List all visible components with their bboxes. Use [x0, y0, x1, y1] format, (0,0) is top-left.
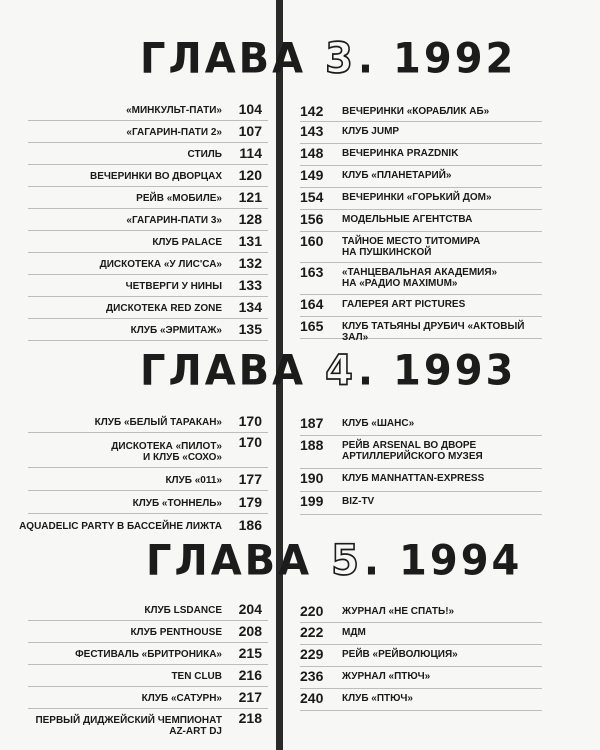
- toc-entry[interactable]: [28, 433, 268, 468]
- chapter-number: 5: [331, 536, 362, 586]
- toc-entry[interactable]: [28, 687, 268, 709]
- entry-title: ЧЕТВЕРГИ У НИНЫ: [125, 281, 222, 292]
- toc-entry[interactable]: [28, 187, 268, 209]
- chapter-year: . 1994: [363, 536, 523, 586]
- entry-title: ЖУРНАЛ «ПТЮЧ»: [342, 671, 431, 682]
- chapter-5: [0, 538, 600, 750]
- entry-page: 133: [238, 277, 262, 293]
- toc-entry[interactable]: [28, 143, 268, 165]
- entry-page: 148: [300, 145, 324, 161]
- entry-page: 218: [238, 710, 262, 726]
- entry-title: КЛУБ «ПТЮЧ»: [342, 693, 413, 704]
- toc-entry[interactable]: [300, 492, 542, 515]
- entry-title: КЛУБ «ТОННЕЛЬ»: [132, 498, 222, 509]
- entry-page: 154: [300, 189, 324, 205]
- chapter-word: ГЛАВА: [146, 536, 313, 586]
- entry-title: РЕЙВ «МОБИЛЕ»: [136, 193, 222, 204]
- entry-title: КЛУБ LSDANCE: [144, 605, 222, 616]
- entry-title: КЛУБ PENTHOUSE: [130, 627, 222, 638]
- entry-page: 165: [300, 318, 324, 334]
- toc-entry[interactable]: [28, 253, 268, 275]
- toc-entry[interactable]: [28, 319, 268, 341]
- toc-entry[interactable]: [300, 689, 542, 711]
- entry-title: «ГАГАРИН-ПАТИ 2»: [126, 127, 222, 138]
- entry-title: ВЕЧЕРИНКИ «ГОРЬКИЙ ДОМ»: [342, 192, 492, 203]
- entry-title: МОДЕЛЬНЫЕ АГЕНТСТВА: [342, 214, 473, 225]
- right-column: [300, 414, 600, 515]
- chapter-number: 3: [325, 34, 356, 84]
- entry-title: «МИНКУЛЬТ-ПАТИ»: [126, 105, 222, 116]
- entry-page: 132: [238, 255, 262, 271]
- toc-entry[interactable]: [300, 122, 542, 144]
- entry-title: ВЕЧЕРИНКИ «КОРАБЛИК АБ»: [342, 106, 490, 117]
- entry-page: 135: [238, 321, 262, 337]
- toc-entry[interactable]: [300, 623, 542, 645]
- entry-page: 156: [300, 211, 324, 227]
- toc-entry[interactable]: [28, 665, 268, 687]
- chapter-word: ГЛАВА: [140, 346, 307, 396]
- entry-title: ФЕСТИВАЛЬ «БРИТРОНИКА»: [75, 649, 222, 660]
- chapter-number: 4: [325, 346, 356, 396]
- toc-entry[interactable]: [300, 414, 542, 436]
- toc-entry[interactable]: [28, 412, 268, 433]
- toc-entry[interactable]: [28, 275, 268, 297]
- entry-page: 187: [300, 415, 324, 431]
- entry-page: 142: [300, 103, 324, 119]
- toc-entry[interactable]: [28, 165, 268, 187]
- toc-entry[interactable]: [300, 188, 542, 210]
- entry-page: 177: [238, 471, 262, 487]
- entry-title: КЛУБ «ПЛАНЕТАРИЙ»: [342, 170, 452, 181]
- entry-page: 128: [238, 211, 262, 227]
- entry-title: КЛУБ «САТУРН»: [141, 693, 222, 704]
- toc-entry[interactable]: [28, 209, 268, 231]
- chapter-3: [0, 34, 600, 343]
- entry-title: ПЕРВЫЙ ДИДЖЕЙСКИЙ ЧЕМПИОНАТ AZ-ART DJ: [35, 715, 222, 737]
- entry-page: 204: [238, 601, 262, 617]
- entry-title: СТИЛЬ: [187, 149, 222, 160]
- toc-entry[interactable]: [28, 297, 268, 319]
- entry-page: 120: [238, 167, 262, 183]
- toc-entry[interactable]: [28, 600, 268, 621]
- entry-title: КЛУБ PALACE: [152, 237, 222, 248]
- entry-title: ДИСКОТЕКА «У ЛИС'СА»: [99, 259, 222, 270]
- entry-page: 160: [300, 233, 324, 249]
- chapter-title: [140, 347, 516, 395]
- entry-title: ДИСКОТЕКА RED ZONE: [106, 303, 222, 314]
- entry-page: 240: [300, 690, 324, 706]
- entry-page: 188: [300, 437, 324, 453]
- chapter-title: [146, 537, 522, 585]
- entry-page: 190: [300, 470, 324, 486]
- toc-entry[interactable]: [300, 166, 542, 188]
- entry-page: 229: [300, 646, 324, 662]
- toc-entry[interactable]: [300, 469, 542, 492]
- entry-title: ЖУРНАЛ «НЕ СПАТЬ!»: [342, 606, 455, 617]
- toc-entry[interactable]: [300, 232, 542, 263]
- chapter-word: ГЛАВА: [140, 34, 307, 84]
- toc-entry[interactable]: [28, 491, 268, 514]
- entry-title: TEN CLUB: [171, 671, 222, 682]
- entry-title: КЛУБ JUMP: [342, 126, 400, 137]
- entry-page: 170: [238, 413, 262, 429]
- entry-page: 236: [300, 668, 324, 684]
- left-column: [0, 600, 268, 741]
- entry-title: ТАЙНОЕ МЕСТО ТИТОМИРА НА ПУШКИНСКОЙ: [342, 236, 481, 258]
- entry-title: КЛУБ «011»: [165, 475, 222, 486]
- toc-entry[interactable]: [300, 263, 542, 295]
- toc-entry[interactable]: [300, 210, 542, 232]
- entry-page: 208: [238, 623, 262, 639]
- entry-title: КЛУБ MANHATTAN-EXPRESS: [342, 473, 485, 484]
- toc-entry[interactable]: [300, 317, 542, 343]
- toc-entry[interactable]: [28, 121, 268, 143]
- entry-title: ДИСКОТЕКА «ПИЛОТ» И КЛУБ «СОХО»: [111, 441, 222, 463]
- entry-title: ВЕЧЕРИНКИ ВО ДВОРЦАХ: [89, 171, 222, 182]
- toc-entry[interactable]: [0, 514, 268, 536]
- entry-page: 222: [300, 624, 324, 640]
- entry-page: 131: [238, 233, 262, 249]
- toc-entry[interactable]: [28, 709, 268, 741]
- entry-page: 199: [300, 493, 324, 509]
- entry-page: 216: [238, 667, 262, 683]
- entry-page: 163: [300, 264, 324, 280]
- entry-page: 215: [238, 645, 262, 661]
- entry-page: 107: [238, 123, 262, 139]
- entry-page: 114: [239, 145, 262, 161]
- entry-title: КЛУБ «ЭРМИТАЖ»: [130, 325, 222, 336]
- toc-entry[interactable]: [300, 102, 542, 122]
- entry-title: ГАЛЕРЕЯ ART PICTURES: [342, 299, 466, 310]
- entry-page: 170: [238, 434, 262, 450]
- left-column: [0, 412, 268, 536]
- entry-page: 121: [238, 189, 262, 205]
- chapter-title: [140, 35, 516, 83]
- entry-title: AQUADELIC PARTY В БАССЕЙНЕ ЛИЖТА: [19, 521, 222, 532]
- entry-page: 149: [300, 167, 324, 183]
- entry-page: 186: [238, 517, 262, 533]
- toc-entry[interactable]: [300, 436, 542, 469]
- chapter-year: . 1992: [357, 34, 517, 84]
- entry-title: «ТАНЦЕВАЛЬНАЯ АКАДЕМИЯ» НА «РАДИО MAXIMUM»: [342, 267, 498, 289]
- entry-page: 104: [238, 101, 262, 117]
- toc-entry[interactable]: [300, 602, 542, 623]
- entry-page: 220: [300, 603, 324, 619]
- entry-title: МДМ: [342, 627, 366, 638]
- chapter-year: . 1993: [357, 346, 517, 396]
- toc-entry[interactable]: [28, 468, 268, 491]
- entry-page: 164: [300, 296, 324, 312]
- chapter-4: [0, 346, 600, 533]
- entry-title: КЛУБ «ШАНС»: [342, 418, 415, 429]
- toc-entry[interactable]: [300, 667, 542, 689]
- entry-title: РЕЙВ «РЕЙВОЛЮЦИЯ»: [342, 649, 458, 660]
- toc-entry[interactable]: [28, 231, 268, 253]
- entry-page: 179: [238, 494, 262, 510]
- toc-entry[interactable]: [28, 621, 268, 643]
- entry-page: 134: [238, 299, 262, 315]
- entry-page: 217: [238, 689, 262, 705]
- entry-title: «ГАГАРИН-ПАТИ 3»: [126, 215, 222, 226]
- entry-title: BIZ-TV: [342, 496, 375, 507]
- entry-title: РЕЙВ ARSENAL ВО ДВОРЕ АРТИЛЛЕРИЙСКОГО МУЗЕЯ: [342, 440, 483, 462]
- entry-title: КЛУБ «БЕЛЫЙ ТАРАКАН»: [94, 417, 222, 428]
- entry-title: КЛУБ ТАТЬЯНЫ ДРУБИЧ «АКТОВЫЙ ЗАЛ»: [342, 321, 525, 343]
- entry-page: 143: [300, 123, 324, 139]
- left-column: [0, 100, 268, 341]
- entry-title: ВЕЧЕРИНКА PRAZDNIK: [342, 148, 459, 159]
- toc-entry[interactable]: [300, 144, 542, 166]
- toc-entry[interactable]: [28, 100, 268, 121]
- toc-entry[interactable]: [300, 295, 542, 317]
- right-column: [300, 102, 600, 343]
- right-column: [300, 602, 600, 711]
- toc-entry[interactable]: [300, 645, 542, 667]
- toc-entry[interactable]: [28, 643, 268, 665]
